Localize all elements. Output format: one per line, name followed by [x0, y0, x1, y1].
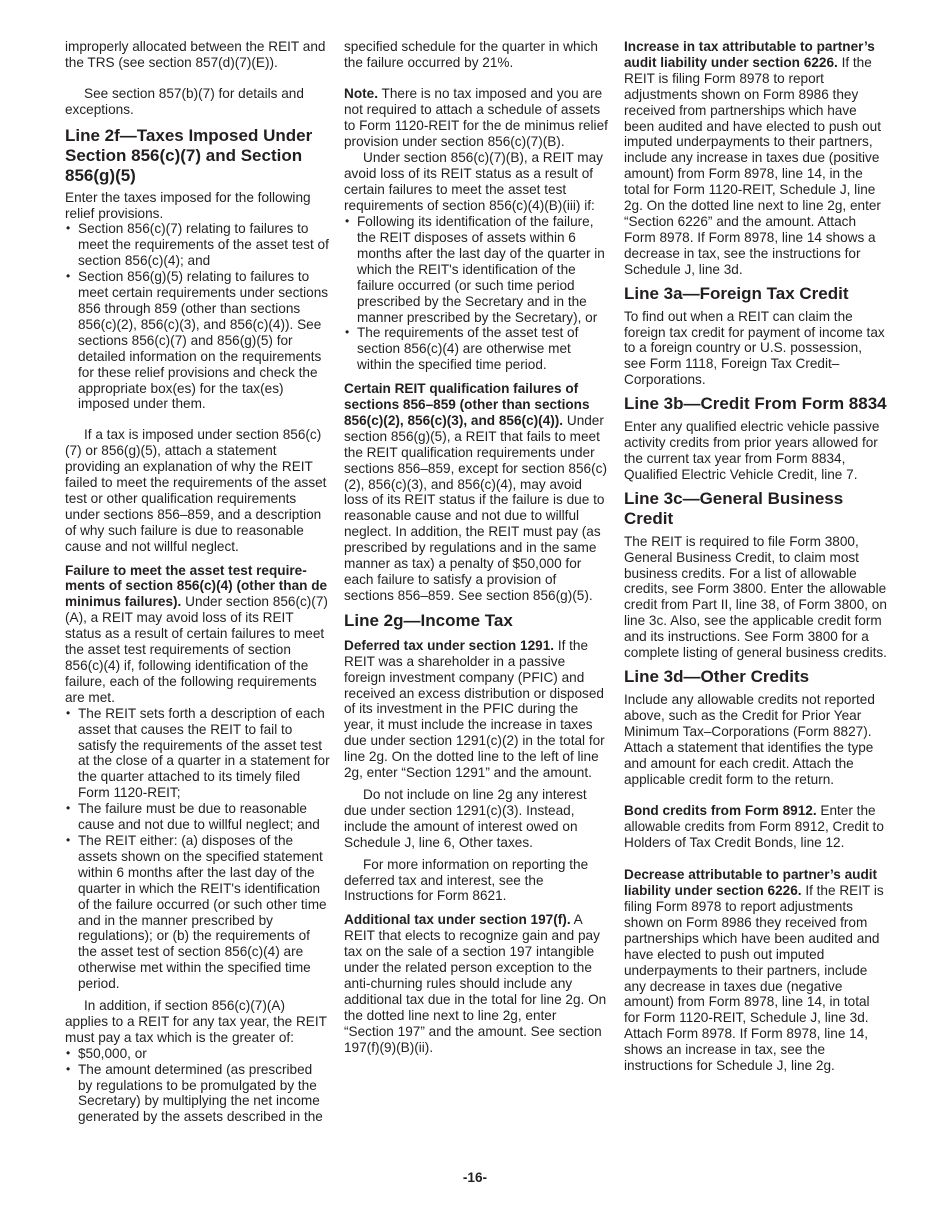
run-in-heading: Failure to meet the asset test requirements of section 856(c)(4) (other than de minimus failures).	[65, 562, 328, 610]
run-in-heading: Deferred tax under section 1291.	[344, 637, 555, 653]
section-heading-line-3c: Line 3c—General Business Credit	[624, 488, 844, 528]
paragraph: For more information on reporting the deferred tax and interest, see the Instructions for Form 8621.	[344, 856, 589, 904]
paragraph: If a tax is imposed under section 856(c)(7) or 856(g)(5), attach a statement providing an explanation of why the REIT failed to meet the requirements of the asset test or other qualification requirements under sections 856–859, and a description of why such failure is due to reasonable cause and not willful neglect.	[65, 427, 327, 554]
column-middle	[344, 39, 608, 1055]
bullet-item: • Section 856(g)(5) relating to failures to meet certain requirements under sections 856 through 859 (other than sections 856(c)(2), 856(c)(3), and 856(c)(4)). See sections 856(c)(7) and 856(g)(5) for detailed information on the requirements for these relief provisions and check the appropriate box(es) for the tax(es) imposed under them.	[65, 269, 330, 412]
paragraph: The REIT is required to file Form 3800, General Business Credit, to claim most business credits. For a list of allowable credits, see Form 3800. Enter the allowable credit from Part II, line 38, of Form 3800, on line 3c. Also, see the applicable credit form and its instructions. See Form 3800 for a complete listing of general business credits.	[624, 533, 887, 661]
paragraph	[624, 39, 887, 278]
run-in-heading: Increase in tax attributable to partner’s audit liability under section 6226.	[624, 39, 875, 70]
note-label: Note.	[344, 85, 378, 101]
paragraph-text: Under section 856(g)(5), a REIT that fails to meet the REIT qualification requirements under sections 856–859, except for section 856(c)(2), 856(c)(3), and 856(c)(4), may avoid loss of its REIT status if the failure is due to reasonable cause and not due to willful neglect. In addition, the REIT must pay (as prescribed by regulations and in the same manner as tax) a penalty of $50,000 for each failure to satisfy a provision of sections 856–859. See section 856(g)(5).	[344, 412, 607, 603]
section-heading-line-2g: Line 2g—Income Tax	[344, 610, 513, 630]
bullet-item: • The requirements of the asset test of section 856(c)(4) are otherwise met within the specified time period.	[344, 325, 608, 373]
bullet-item: • The failure must be due to reasonable cause and not due to willful neglect; and	[65, 801, 330, 833]
paragraph	[624, 867, 887, 1074]
section-heading-line-3d: Line 3d—Other Credits	[624, 667, 810, 686]
paragraph-text: If the REIT was a shareholder in a passive foreign investment company (PFIC) and received an excess distribution or disposed of its investment in the PFIC during the year, it must include the increase in taxes due under section 1291(c)(2) in the total for line 2g. On the dotted line to the left of line 2g, enter “Section 1291” and the amount.	[344, 637, 605, 781]
paragraph-text: If the REIT is filing Form 8978 to report adjustments shown on Form 8986 they received from partnerships which have been audited and have elected to push out imputed underpayments to their partners, include any increase in taxes due (positive amount) from Form 8978, line 14, in the total for Form 1120-REIT, Schedule J, line 2g. On the dotted line next to line 2g, enter “Section 6226” and the amount. Attach Form 8978. If Form 8978, line 14 shows a decrease in tax, see the instructions for Schedule J, line 3d.	[624, 54, 881, 277]
bullet-item: • The REIT either: (a) disposes of the assets shown on the specified statement within 6 months after the last day of the quarter in which the REIT's identification of the failure occurred (or such other time and in the manner prescribed by regulations); or (b) the requirements of the asset test of section 856(c)(4) are otherwise met within the specified time period.	[65, 833, 330, 992]
bullet-item: • The amount determined (as prescribed by regulations to be promulgated by the Secretary) by multiplying the net income generated by the assets described in the	[65, 1062, 330, 1126]
paragraph: In addition, if section 856(c)(7)(A) applies to a REIT for any tax year, the REIT must pay a tax which is the greater of:	[65, 998, 327, 1045]
paragraph: Enter the taxes imposed for the following relief provisions.	[65, 189, 311, 221]
paragraph: Do not include on line 2g any interest due under section 1291(c)(3). Instead, include the amount of interest owed on Schedule J, line 6, Other taxes.	[344, 786, 587, 850]
paragraph: Include any allowable credits not reported above, such as the Credit for Prior Year Minimum Tax–Corporations (Form 8827). Attach a statement that identifies the type and amount for each credit. Attach the applicable credit form to the return.	[624, 692, 875, 787]
paragraph: specified schedule for the quarter in which the failure occurred by 21%.	[344, 39, 598, 70]
section-heading-line-3a: Line 3a—Foreign Tax Credit	[624, 283, 849, 303]
note	[344, 86, 608, 150]
paragraph: improperly allocated between the REIT and the TRS (see section 857(d)(7)(E)).	[65, 39, 326, 70]
section-heading-line-3b: Line 3b—Credit From Form 8834	[624, 394, 887, 414]
run-in-heading: Decrease attributable to partner’s audit liability under section 6226.	[624, 867, 878, 899]
paragraph: To find out when a REIT can claim the foreign tax credit for payment of income tax to a foreign country or U.S. possession, see Form 1118, Foreign Tax Credit–Corporations.	[624, 308, 885, 388]
run-in-heading: Certain REIT qualification failures of sections 856–859 (other than sections 856(c)(2), 856(c)(3), and 856(c)(4)).	[344, 381, 590, 428]
column-right	[624, 39, 887, 1074]
page-number: -16-	[462, 1170, 488, 1185]
bullet-item: • $50,000, or	[65, 1046, 330, 1062]
note-text: There is no tax imposed and you are not required to attach a schedule of assets to Form 1120-REIT for the de minimus relief provision under section 856(c)(7)(B).	[344, 85, 608, 149]
paragraph-text: Under section 856(c)(7)(A), a REIT may avoid loss of its REIT status as a result of certain failures to meet the asset test requirements of section 856(c)(4) if, following identification of the failure, each of the following requirements are met.	[65, 594, 328, 705]
paragraph-text: A REIT that elects to recognize gain and pay tax on the sale of a section 197 intangible under the related person exception to the anti-churning rules should include any additional tax due in the total for line 2g. On the dotted line next to line 2g, enter “Section 197” and the amount. See section 197(f)(9)(B)(ii).	[344, 912, 607, 1055]
paragraph	[65, 563, 330, 706]
paragraph	[344, 381, 608, 604]
paragraph-text: Enter the allowable credits from Form 8912, Credit to Holders of Tax Credit Bonds, line 12.	[624, 803, 884, 851]
paragraph	[344, 912, 608, 1055]
bullet-item: • The REIT sets forth a description of each asset that causes the REIT to fail to satisfy the requirements of the asset test at the close of a quarter in a statement for the quarter attached to its timely filed Form 1120-REIT;	[65, 706, 330, 801]
section-heading-line-2f: Line 2f—Taxes Imposed Under Section 856(c)(7) and Section 856(g)(5)	[65, 125, 313, 185]
run-in-heading: Additional tax under section 197(f).	[344, 912, 571, 928]
paragraph	[624, 803, 887, 851]
paragraph: See section 857(b)(7) for details and exceptions.	[65, 85, 304, 117]
column-left	[65, 39, 330, 1125]
paragraph-text: If the REIT is filing Form 8978 to report adjustments shown on Form 8986 they received from partnerships which have been audited and have elected to push out imputed underpayments to their partners, include any decrease in taxes due (negative amount) from Form 8978, line 14, in total for Form 1120-REIT, Schedule J, line 3d. Attach Form 8978. If Form 8978, line 14, shows an increase in tax, see the instructions for Schedule J, line 2g.	[624, 883, 884, 1074]
paragraph: Enter any qualified electric vehicle passive activity credits from prior years allowed for the current tax year from Form 8834, Qualified Electric Vehicle Credit, line 7.	[624, 419, 880, 482]
bullet-item: • Following its identification of the failure, the REIT disposes of assets within 6 months after the last day of the quarter in which the REIT's identification of the failure occurred (or such time period prescribed by the Secretary and in the manner prescribed by the Secretary), or	[344, 214, 608, 325]
run-in-heading: Bond credits from Form 8912.	[624, 803, 817, 819]
bullet-item: • Section 856(c)(7) relating to failures to meet the requirements of the asset test of section 856(c)(4); and	[65, 221, 330, 269]
paragraph: Under section 856(c)(7)(B), a REIT may avoid loss of its REIT status as a result of certain failures to meet the asset test requirements of section 856(c)(4)(B)(iii) if:	[344, 150, 603, 214]
paragraph	[344, 638, 608, 781]
